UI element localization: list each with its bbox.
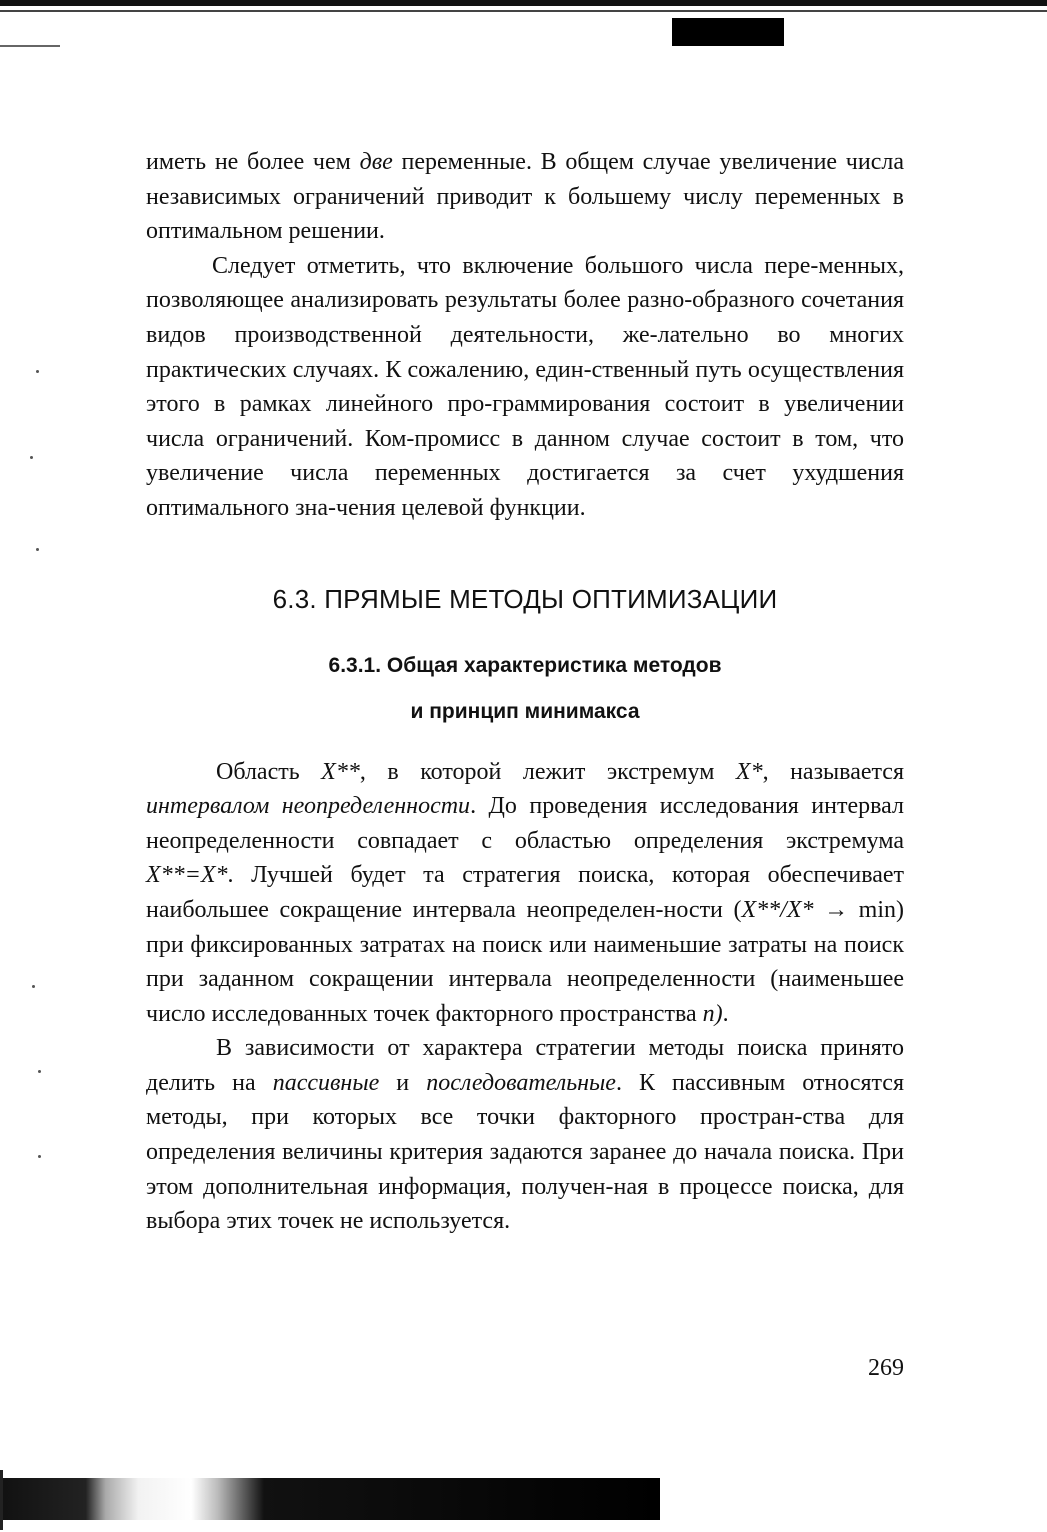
subsection-title-line1: 6.3.1. Общая характеристика методов — [328, 653, 722, 677]
paragraph-2: Следует отметить, что включение большого числа пере-менных, позволяющее анализировать результаты более разно-образного сочетания видов производственной деятельности, же-лательно во многих практических случаях. К сожалению, един-ственный путь осуществления этого в рамках линейного про-граммирования состоит в увеличении числа ограничений. Ком-промисс в данном случае состоит в том, что увеличение числа переменных достигается за счет ухудшения оптимального зна-чения целевой функции. — [146, 252, 904, 521]
section-title: 6.3. ПРЯМЫЕ МЕТОДЫ ОПТИМИЗАЦИИ — [272, 583, 778, 614]
paragraph-3: Область X**, в которой лежит экстремум X*, называется интервалом неопределенности. До проведения исследования интервал неопределенности совпадает с областью определения экстремума X**=X*. Лучшей будет та стратегия поиска, которая обеспечивает наибольшее сокращение интервала неопределен-ности (X**/X* → min) при фиксированных затратах на поиск или наименьшие затраты на поиск при заданном сокращении интервала неопределенности (наименьшее число исследованных точек факторного пространства n). — [146, 758, 904, 1027]
scan-bottom-edge — [0, 1470, 3, 1530]
margin-speck — [30, 456, 33, 459]
scan-top-dash — [0, 45, 60, 47]
margin-speck — [38, 1155, 41, 1158]
margin-speck — [36, 370, 39, 373]
margin-speck — [32, 985, 35, 988]
page-number: 269 — [868, 1355, 904, 1381]
page-body — [146, 145, 904, 1381]
scan-top-border-thin — [0, 10, 1047, 12]
scan-top-mark — [672, 18, 784, 46]
scan-top-border — [0, 0, 1047, 6]
margin-speck — [38, 1070, 41, 1073]
paragraph-1: иметь не более чем две переменные. В общем случае увеличение числа независимых ограничений приводит к большему числу переменных в оптимальном решении. — [146, 149, 904, 245]
paragraph-4: В зависимости от характера стратегии методы поиска принято делить на пассивные и последовательные. К пассивным относятся методы, при которых все точки факторного простран-ства для определения величины критерия задаются заранее до начала поиска. При этом дополнительная информация, получен-ная в процессе поиска, для выбора этих точек не используется. — [146, 1035, 904, 1235]
scan-bottom-bar — [0, 1478, 660, 1520]
margin-speck — [36, 548, 39, 551]
subsection-title-line2: и принцип минимакса — [410, 699, 640, 723]
